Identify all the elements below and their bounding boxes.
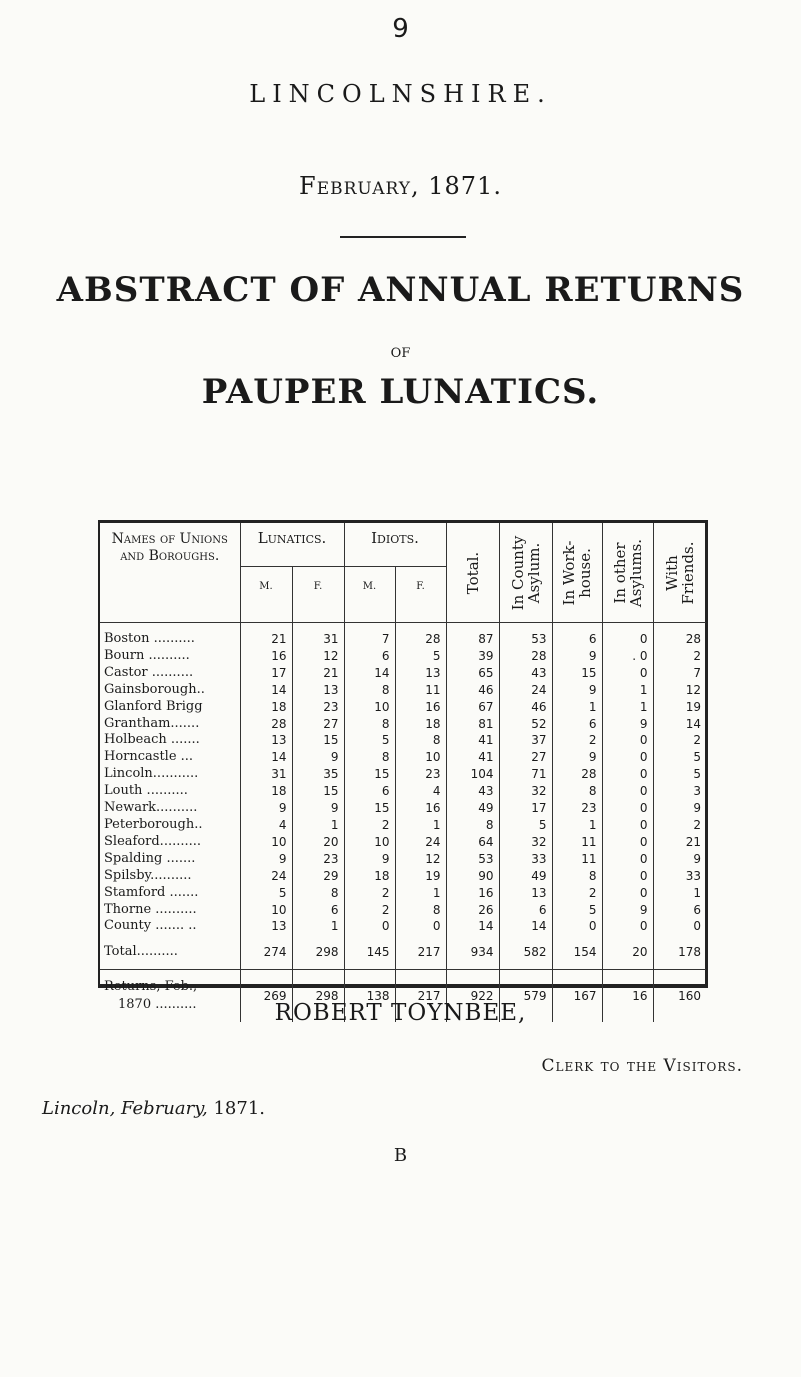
row-cell: 28 — [395, 631, 446, 648]
table-row — [100, 851, 706, 868]
row-cell: 274 — [240, 935, 292, 970]
row-cell: 41 — [446, 732, 499, 749]
row-cell: 8 — [292, 885, 344, 902]
row-cell: 16 — [395, 800, 446, 817]
date-heading: February, 1871. — [299, 172, 502, 200]
row-cell: 9 — [552, 682, 602, 699]
header-other-asylums-label: In other Asylums. — [610, 538, 645, 607]
row-cell: 11 — [552, 851, 602, 868]
row-cell: 6 — [552, 631, 602, 648]
row-cell: 16 — [602, 970, 653, 1023]
row-cell: 9 — [552, 749, 602, 766]
table-body — [100, 623, 706, 1023]
row-cell: 64 — [446, 834, 499, 851]
row-cell: 298 — [292, 970, 344, 1023]
row-cell: 24 — [395, 834, 446, 851]
clerk-title: Clerk to the Visitors. — [541, 1056, 743, 1076]
title-connector: OF — [390, 346, 411, 361]
row-cell: 9 — [292, 749, 344, 766]
row-cell: 0 — [552, 918, 602, 935]
row-cell: 2 — [344, 817, 395, 834]
table-row — [100, 732, 706, 749]
row-cell: 8 — [552, 868, 602, 885]
table-row — [100, 682, 706, 699]
row-cell: 18 — [395, 716, 446, 733]
row-cell: 9 — [552, 648, 602, 665]
row-cell: 14 — [240, 749, 292, 766]
header-county-asylum-label: In County Asylum. — [508, 535, 543, 610]
row-cell: 20 — [602, 935, 653, 970]
row-name: Lincoln........... — [104, 766, 199, 782]
header-names — [100, 523, 240, 623]
row-cell: 0 — [602, 783, 653, 800]
row-name: Bourn .......... — [104, 647, 190, 663]
row-cell: 37 — [499, 732, 552, 749]
row-cell: 582 — [499, 935, 552, 970]
row-cell: 269 — [240, 970, 292, 1023]
row-cell: 26 — [446, 902, 499, 919]
subtitle: PAUPER LUNATICS. — [201, 372, 600, 412]
row-cell: 6 — [344, 648, 395, 665]
row-name: Glanford Brigg — [104, 698, 203, 714]
row-name-line1: Returns, Feb., — [104, 979, 198, 995]
row-name: Sleaford.......... — [104, 833, 202, 849]
row-cell: 6 — [292, 902, 344, 919]
row-cell: 4 — [395, 783, 446, 800]
row-cell: 27 — [292, 716, 344, 733]
row-cell: 15 — [344, 766, 395, 783]
row-name: Holbeach ....... — [104, 732, 200, 748]
row-cell: 8 — [446, 817, 499, 834]
row-cell: 8 — [395, 732, 446, 749]
table-row — [100, 665, 706, 682]
row-cell: 12 — [653, 682, 706, 699]
row-cell: 217 — [395, 970, 446, 1023]
table-row — [100, 716, 706, 733]
table-row — [100, 766, 706, 783]
row-cell: 2 — [552, 885, 602, 902]
row-cell: 1 — [292, 918, 344, 935]
row-cell: 14 — [240, 682, 292, 699]
header-idiots: Idiots. — [344, 523, 446, 567]
header-total — [446, 523, 499, 623]
row-cell: 9 — [344, 851, 395, 868]
row-cell: 1 — [395, 885, 446, 902]
row-cell: 24 — [499, 682, 552, 699]
row-cell: 14 — [653, 716, 706, 733]
table-row — [100, 817, 706, 834]
table-row — [100, 648, 706, 665]
row-cell: 0 — [602, 868, 653, 885]
returns-table — [100, 523, 706, 1022]
row-cell: 13 — [395, 665, 446, 682]
row-cell: 14 — [446, 918, 499, 935]
row-cell: 67 — [446, 699, 499, 716]
row-cell: 23 — [552, 800, 602, 817]
row-cell: 19 — [395, 868, 446, 885]
table-row — [100, 918, 706, 935]
row-cell: 18 — [240, 783, 292, 800]
row-cell: 6 — [344, 783, 395, 800]
row-name: Louth .......... — [104, 783, 188, 799]
row-name: Grantham....... — [104, 715, 200, 731]
row-cell: 39 — [446, 648, 499, 665]
row-cell: 29 — [292, 868, 344, 885]
header-other-asylums — [602, 523, 653, 623]
row-cell: 0 — [653, 918, 706, 935]
row-cell: 24 — [240, 868, 292, 885]
table-row — [100, 834, 706, 851]
row-cell: 12 — [395, 851, 446, 868]
header-with-friends — [653, 523, 706, 623]
row-name: County ....... .. — [104, 918, 197, 934]
header-total-label: Total. — [463, 551, 482, 594]
row-cell: 9 — [292, 800, 344, 817]
row-cell: 7 — [653, 665, 706, 682]
row-cell: 13 — [499, 885, 552, 902]
row-cell: 35 — [292, 766, 344, 783]
row-cell: 0 — [602, 631, 653, 648]
row-cell: 145 — [344, 935, 395, 970]
row-cell: 2 — [552, 732, 602, 749]
row-cell: 21 — [653, 834, 706, 851]
row-cell: 579 — [499, 970, 552, 1023]
row-cell: 18 — [240, 699, 292, 716]
row-cell: 21 — [240, 631, 292, 648]
row-cell: 5 — [653, 749, 706, 766]
row-cell: 52 — [499, 716, 552, 733]
row-name: Peterborough.. — [104, 816, 203, 832]
row-cell: 81 — [446, 716, 499, 733]
row-cell: 0 — [602, 749, 653, 766]
row-cell: 21 — [292, 665, 344, 682]
header-workhouse — [552, 523, 602, 623]
row-cell: 4 — [240, 817, 292, 834]
row-cell: 0 — [602, 800, 653, 817]
row-name: Gainsborough.. — [104, 681, 205, 697]
row-cell: 32 — [499, 783, 552, 800]
row-cell: 10 — [240, 834, 292, 851]
row-cell: 5 — [552, 902, 602, 919]
row-cell: 20 — [292, 834, 344, 851]
place-date — [42, 1098, 265, 1119]
row-cell: 46 — [446, 682, 499, 699]
table-row — [100, 800, 706, 817]
table-row — [100, 885, 706, 902]
row-cell: 49 — [499, 868, 552, 885]
county-heading: LINCOLNSHIRE. — [249, 80, 552, 108]
row-cell: 53 — [499, 631, 552, 648]
header-lunatics-m: M. — [240, 567, 292, 623]
row-cell: 2 — [653, 732, 706, 749]
header-lunatics: Lunatics. — [240, 523, 344, 567]
row-cell: 18 — [344, 868, 395, 885]
row-cell: 0 — [602, 834, 653, 851]
row-cell: 28 — [499, 648, 552, 665]
row-cell: 8 — [344, 716, 395, 733]
row-cell: 0 — [602, 732, 653, 749]
row-cell: 41 — [446, 749, 499, 766]
row-cell: 9 — [240, 851, 292, 868]
row-name: Total.......... — [104, 943, 178, 959]
row-cell: 13 — [292, 682, 344, 699]
row-cell: 0 — [602, 918, 653, 935]
row-cell: 2 — [344, 902, 395, 919]
row-cell: 27 — [499, 749, 552, 766]
page-number: 9 — [392, 14, 409, 44]
row-cell: 8 — [344, 682, 395, 699]
row-cell: 17 — [240, 665, 292, 682]
row-cell: 13 — [240, 732, 292, 749]
row-cell: 33 — [499, 851, 552, 868]
row-cell: 8 — [552, 783, 602, 800]
row-cell: 31 — [240, 766, 292, 783]
row-cell: 0 — [344, 918, 395, 935]
row-cell: 43 — [499, 665, 552, 682]
row-cell: 922 — [446, 970, 499, 1023]
row-cell: 17 — [499, 800, 552, 817]
row-cell: 19 — [653, 699, 706, 716]
row-cell: 53 — [446, 851, 499, 868]
row-cell: 10 — [344, 834, 395, 851]
row-cell: 49 — [446, 800, 499, 817]
row-cell: 87 — [446, 631, 499, 648]
row-cell: 65 — [446, 665, 499, 682]
table-row — [100, 783, 706, 800]
header-idiots-m: M. — [344, 567, 395, 623]
row-cell: 5 — [344, 732, 395, 749]
row-cell: 9 — [602, 716, 653, 733]
row-cell: 12 — [292, 648, 344, 665]
row-cell: 15 — [344, 800, 395, 817]
row-cell: 23 — [292, 851, 344, 868]
row-name: Spilsby.......... — [104, 867, 192, 883]
row-cell: 28 — [240, 716, 292, 733]
header-lunatics-f: F. — [292, 567, 344, 623]
row-cell: 5 — [499, 817, 552, 834]
row-cell: 5 — [653, 766, 706, 783]
row-cell: 1 — [552, 817, 602, 834]
row-cell: 15 — [292, 783, 344, 800]
table-row — [100, 699, 706, 716]
row-cell: 6 — [499, 902, 552, 919]
row-cell: 23 — [395, 766, 446, 783]
row-cell: 5 — [240, 885, 292, 902]
row-cell: 6 — [653, 902, 706, 919]
row-name: Thorne .......... — [104, 901, 197, 917]
row-cell: 0 — [602, 766, 653, 783]
row-cell: 0 — [395, 918, 446, 935]
table-row — [100, 935, 706, 970]
row-cell: 33 — [653, 868, 706, 885]
divider-rule — [340, 236, 466, 238]
row-cell: 167 — [552, 970, 602, 1023]
row-name: Spalding ....... — [104, 850, 196, 866]
row-cell: 14 — [499, 918, 552, 935]
row-cell: 0 — [602, 665, 653, 682]
row-name: Newark.......... — [104, 800, 198, 816]
row-cell: 11 — [395, 682, 446, 699]
header-county-asylum — [499, 523, 552, 623]
header-idiots-f: F. — [395, 567, 446, 623]
table-row — [100, 868, 706, 885]
row-cell: 10 — [395, 749, 446, 766]
row-cell: 5 — [395, 648, 446, 665]
table-row — [100, 631, 706, 648]
row-cell: 298 — [292, 935, 344, 970]
row-cell: 11 — [552, 834, 602, 851]
row-cell: 7 — [344, 631, 395, 648]
row-cell: 16 — [240, 648, 292, 665]
row-cell: 10 — [344, 699, 395, 716]
row-cell: 178 — [653, 935, 706, 970]
row-cell: 9 — [240, 800, 292, 817]
spacer-row — [100, 623, 706, 632]
header-with-friends-label: With Friends. — [662, 541, 697, 604]
place-date-year: 1871. — [207, 1098, 265, 1119]
row-cell: 9 — [602, 902, 653, 919]
row-name: Castor .......... — [104, 664, 194, 680]
row-cell: 71 — [499, 766, 552, 783]
row-cell: . 0 — [602, 648, 653, 665]
row-cell: 46 — [499, 699, 552, 716]
header-workhouse-label: In Work-house. — [560, 540, 594, 605]
row-cell: 1 — [602, 682, 653, 699]
row-cell: 934 — [446, 935, 499, 970]
row-cell: 8 — [344, 749, 395, 766]
row-cell: 154 — [552, 935, 602, 970]
row-name: Stamford ....... — [104, 884, 199, 900]
row-cell: 6 — [552, 716, 602, 733]
header-names-label: Names of Unions and Boroughs. — [111, 531, 228, 564]
signature: ROBERT TOYNBEE, — [274, 1000, 527, 1026]
row-cell: 138 — [344, 970, 395, 1023]
row-cell: 2 — [653, 648, 706, 665]
row-cell: 28 — [653, 631, 706, 648]
row-cell: 15 — [552, 665, 602, 682]
place-date-italic: Lincoln, February, — [42, 1098, 208, 1119]
table-row — [100, 902, 706, 919]
row-cell: 14 — [344, 665, 395, 682]
row-cell: 31 — [292, 631, 344, 648]
row-name: Boston .......... — [104, 631, 195, 646]
row-cell: 15 — [292, 732, 344, 749]
row-cell: 1 — [552, 699, 602, 716]
row-cell: 10 — [240, 902, 292, 919]
row-cell: 16 — [446, 885, 499, 902]
row-cell: 8 — [395, 902, 446, 919]
row-cell: 0 — [602, 885, 653, 902]
row-cell: 32 — [499, 834, 552, 851]
row-cell: 2 — [653, 817, 706, 834]
row-cell: 9 — [653, 800, 706, 817]
row-cell: 104 — [446, 766, 499, 783]
row-cell: 1 — [395, 817, 446, 834]
row-cell: 1 — [292, 817, 344, 834]
row-cell: 3 — [653, 783, 706, 800]
main-title: ABSTRACT OF ANNUAL RETURNS — [56, 270, 745, 310]
row-name-line2: 1870 .......... — [118, 997, 197, 1013]
signature-mark: B — [393, 1145, 408, 1166]
row-cell: 16 — [395, 699, 446, 716]
row-cell: 13 — [240, 918, 292, 935]
row-cell: 28 — [552, 766, 602, 783]
row-cell: 160 — [653, 970, 706, 1023]
row-cell: 1 — [653, 885, 706, 902]
row-cell: 9 — [653, 851, 706, 868]
row-cell: 2 — [344, 885, 395, 902]
row-cell: 217 — [395, 935, 446, 970]
row-cell: 23 — [292, 699, 344, 716]
row-name: Horncastle ... — [104, 749, 194, 765]
row-cell: 90 — [446, 868, 499, 885]
row-cell: 43 — [446, 783, 499, 800]
row-cell: 1 — [602, 699, 653, 716]
row-cell: 0 — [602, 851, 653, 868]
table-row — [100, 749, 706, 766]
row-cell: 0 — [602, 817, 653, 834]
